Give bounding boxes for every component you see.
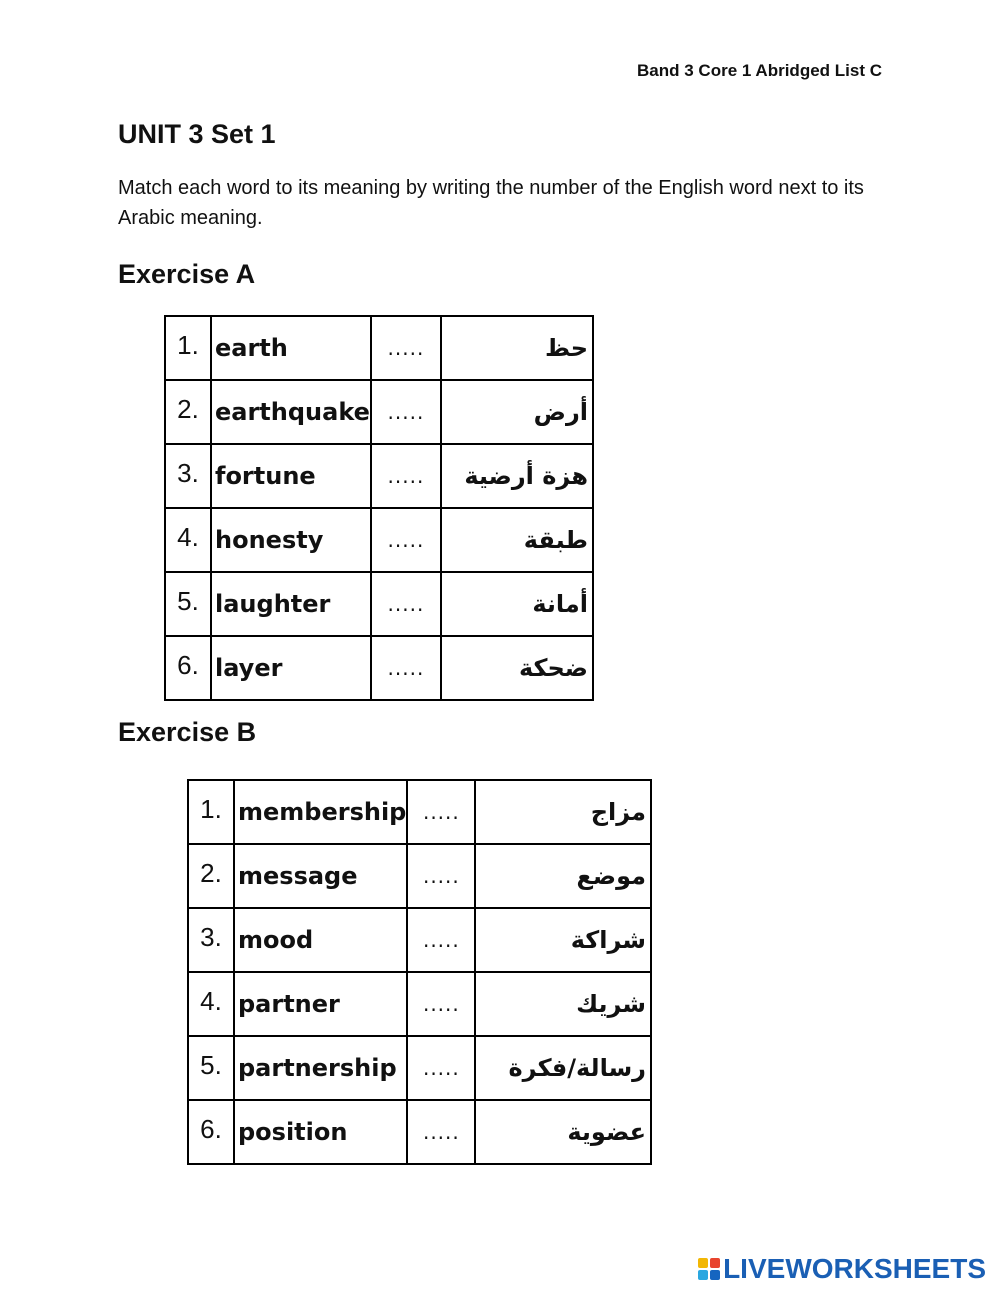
instructions: Match each word to its meaning by writing the number of the English word next to its Arabic meaning. bbox=[118, 177, 864, 229]
answer-blank[interactable]: ..... bbox=[407, 1036, 475, 1100]
answer-blank[interactable]: ..... bbox=[371, 508, 441, 572]
english-word: message bbox=[234, 844, 407, 908]
item-number: 4. bbox=[165, 508, 211, 572]
table-row bbox=[188, 844, 651, 908]
english-word: mood bbox=[234, 908, 407, 972]
english-word: fortune bbox=[211, 444, 371, 508]
arabic-meaning: ضحكة bbox=[441, 636, 593, 700]
english-word: honesty bbox=[211, 508, 371, 572]
item-number: 1. bbox=[165, 316, 211, 380]
table-row bbox=[188, 780, 651, 844]
english-word: earthquake bbox=[211, 380, 371, 444]
arabic-meaning: شراكة bbox=[475, 908, 651, 972]
arabic-meaning: موضع bbox=[475, 844, 651, 908]
item-number: 3. bbox=[188, 908, 234, 972]
item-number: 2. bbox=[188, 844, 234, 908]
english-word: partner bbox=[234, 972, 407, 1036]
arabic-meaning: رسالة/فكرة bbox=[475, 1036, 651, 1100]
english-word: position bbox=[234, 1100, 407, 1164]
answer-blank[interactable]: ..... bbox=[371, 636, 441, 700]
arabic-meaning: عضوية bbox=[475, 1100, 651, 1164]
answer-blank[interactable]: ..... bbox=[407, 908, 475, 972]
item-number: 5. bbox=[188, 1036, 234, 1100]
arabic-meaning: أرض bbox=[441, 380, 593, 444]
table-row bbox=[188, 908, 651, 972]
answer-blank[interactable]: ..... bbox=[407, 1100, 475, 1164]
logo-text: LIVEWORKSHEETS bbox=[723, 1253, 986, 1284]
answer-blank[interactable]: ..... bbox=[371, 380, 441, 444]
item-number: 5. bbox=[165, 572, 211, 636]
answer-blank[interactable]: ..... bbox=[371, 444, 441, 508]
item-number: 3. bbox=[165, 444, 211, 508]
arabic-meaning: هزة أرضية bbox=[441, 444, 593, 508]
english-word: partnership bbox=[234, 1036, 407, 1100]
english-word: layer bbox=[211, 636, 371, 700]
item-number: 1. bbox=[188, 780, 234, 844]
liveworksheets-logo-icon bbox=[698, 1258, 720, 1280]
item-number: 2. bbox=[165, 380, 211, 444]
english-word: earth bbox=[211, 316, 371, 380]
answer-blank[interactable]: ..... bbox=[371, 316, 441, 380]
exercise-a-table bbox=[164, 315, 594, 701]
answer-blank[interactable]: ..... bbox=[407, 972, 475, 1036]
table-row bbox=[188, 1100, 651, 1164]
exercise-a-title: Exercise A bbox=[118, 259, 256, 289]
answer-blank[interactable]: ..... bbox=[407, 780, 475, 844]
arabic-meaning: حظ bbox=[441, 316, 593, 380]
table-row bbox=[165, 316, 593, 380]
answer-blank[interactable]: ..... bbox=[371, 572, 441, 636]
table-row bbox=[188, 972, 651, 1036]
arabic-meaning: مزاج bbox=[475, 780, 651, 844]
unit-title: UNIT 3 Set 1 bbox=[118, 119, 276, 149]
answer-blank[interactable]: ..... bbox=[407, 844, 475, 908]
table-row bbox=[188, 1036, 651, 1100]
arabic-meaning: أمانة bbox=[441, 572, 593, 636]
arabic-meaning: شريك bbox=[475, 972, 651, 1036]
exercise-b-title: Exercise B bbox=[118, 717, 257, 747]
table-row bbox=[165, 444, 593, 508]
arabic-meaning: طبقة bbox=[441, 508, 593, 572]
list-label: Band 3 Core 1 Abridged List C bbox=[637, 61, 882, 80]
english-word: membership bbox=[234, 780, 407, 844]
table-row bbox=[165, 508, 593, 572]
exercise-b-table bbox=[187, 779, 652, 1165]
english-word: laughter bbox=[211, 572, 371, 636]
liveworksheets-logo bbox=[698, 1253, 986, 1285]
item-number: 6. bbox=[165, 636, 211, 700]
table-row bbox=[165, 572, 593, 636]
item-number: 6. bbox=[188, 1100, 234, 1164]
table-row bbox=[165, 636, 593, 700]
table-row bbox=[165, 380, 593, 444]
item-number: 4. bbox=[188, 972, 234, 1036]
